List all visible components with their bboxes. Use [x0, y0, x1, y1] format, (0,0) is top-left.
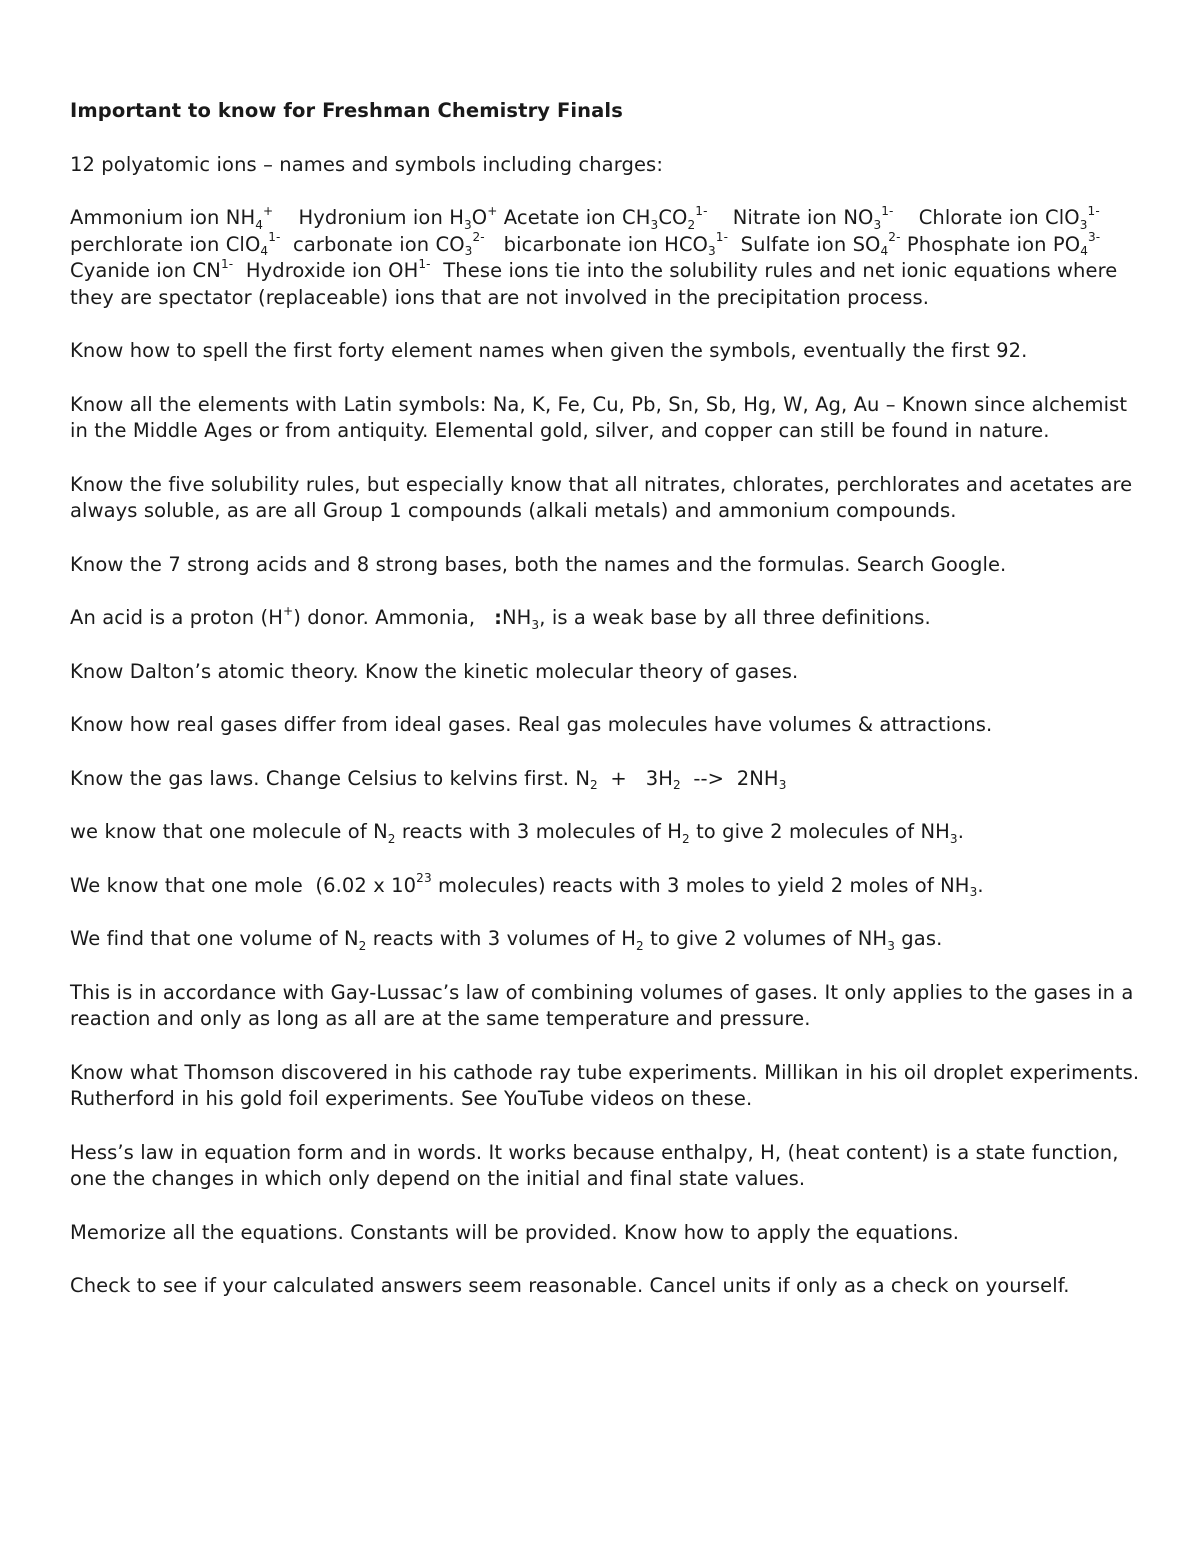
sulfate-label: Sulfate ion SO — [740, 232, 881, 256]
acid-nh: NH — [501, 606, 532, 629]
ammonium-label: Ammonium ion NH — [70, 206, 256, 229]
gaslaws-sub3: 3 — [778, 778, 787, 793]
hydronium-label: Hydronium ion H — [298, 206, 464, 229]
ammonium-charge: + — [263, 203, 274, 218]
acid-sub: 3 — [531, 617, 540, 632]
phosphate-sub: 4 — [1080, 244, 1089, 259]
gaslaws-sub1: 2 — [590, 778, 598, 793]
document-title: Important to know for Freshman Chemistry Finals — [70, 99, 623, 122]
mole-exp: 23 — [416, 871, 432, 886]
mole-a: We know that one mole (6.02 x 10 — [70, 873, 417, 897]
mole-paragraph — [70, 873, 1140, 900]
strong-acids-paragraph: Know the 7 strong acids and 8 strong bases, both the names and the formulas. Search Google. — [70, 552, 1007, 576]
perchlorate-sub: 4 — [260, 244, 269, 259]
molecule-c: to give 2 molecules of NH — [689, 820, 950, 843]
check-paragraph: Check to see if your calculated answers seem reasonable. Cancel units if only as a check on yourself. — [70, 1274, 1070, 1297]
chlorate-sub: 3 — [1079, 217, 1088, 232]
chlorate-charge: 1- — [1087, 203, 1100, 218]
cyanide-label: Cyanide ion CN — [70, 259, 221, 282]
hess-paragraph: Hess’s law in equation form and in words. It works because enthalpy, H, (heat content) is a state function, one the changes in which only depend on the initial and final state values. — [70, 1140, 1119, 1190]
volume-sub2: 2 — [636, 938, 644, 953]
ions-trailing-text: These ions tie into the solubility rules and net ionic equations where they are spectator (replaceable) ions that are not involved in the precipitation process. — [70, 259, 1118, 309]
cyanide-charge: 1- — [220, 256, 234, 271]
gaslaws-plus: + 3H — [597, 766, 674, 790]
latin-paragraph: Know all the elements with Latin symbols: Na, K, Fe, Cu, Pb, Sn, Sb, Hg, W, Ag, Au – Known since alchemist in the Middle Ages or from antiquity. Elemental gold, silver, and copper can still be found in nature. — [70, 392, 1128, 442]
acetate-label: Acetate ion CH — [503, 206, 651, 229]
molecule-paragraph — [70, 819, 1140, 846]
lone-pair-dots: : — [494, 606, 502, 629]
bicarbonate-sub: 3 — [708, 244, 716, 259]
hydroxide-charge: 1- — [418, 256, 431, 271]
dalton-paragraph: Know Dalton’s atomic theory. Know the kinetic molecular theory of gases. — [70, 659, 799, 683]
molecule-sub3: 3 — [949, 831, 958, 846]
document-page — [70, 98, 1140, 1327]
gas-laws-paragraph — [70, 766, 1140, 793]
acid-charge: + — [283, 603, 294, 618]
thomson-paragraph: Know what Thomson discovered in his cathode ray tube experiments. Millikan in his oil droplet experiments. Rutherford in his gold foil experiments. See YouTube videos on these. — [70, 1060, 1140, 1110]
chlorate-label: Chlorate ion ClO — [918, 206, 1080, 229]
volume-sub3: 3 — [887, 938, 895, 953]
hydronium-charge: + — [487, 203, 498, 218]
memorize-paragraph: Memorize all the equations. Constants will be provided. Know how to apply the equations. — [70, 1220, 960, 1244]
molecule-sub1: 2 — [387, 831, 396, 846]
nitrate-charge: 1- — [881, 203, 894, 218]
acetate-sub1: 3 — [650, 217, 659, 232]
ammonium-sub: 4 — [255, 217, 264, 232]
volume-a: We find that one volume of N — [70, 927, 359, 950]
acid-post: , is a weak base by all three definitions. — [539, 606, 931, 629]
phosphate-charge: 3- — [1088, 230, 1101, 245]
carbonate-sub: 3 — [464, 244, 473, 259]
nitrate-label: Nitrate ion NO — [732, 206, 874, 229]
bicarbonate-label: bicarbonate ion HCO — [503, 232, 708, 256]
perchlorate-charge: 1- — [268, 230, 281, 245]
acetate-charge: 1- — [695, 203, 708, 218]
perchlorate-label: perchlorate ion ClO — [70, 232, 261, 256]
acetate-sub2: 2 — [687, 217, 696, 232]
nitrate-sub: 3 — [873, 217, 882, 232]
acid-mid: ) donor. Ammonia, — [293, 606, 482, 629]
mole-sub: 3 — [969, 885, 978, 900]
gaslaws-arrow: --> 2NH — [680, 766, 779, 790]
carbonate-charge: 2- — [472, 230, 485, 245]
volume-b: reacts with 3 volumes of H — [366, 927, 637, 950]
sulfate-charge: 2- — [888, 230, 901, 245]
molecule-a: we know that one molecule of N — [70, 820, 388, 843]
volume-d: gas. — [895, 927, 943, 950]
gaslaws-sub2: 2 — [673, 778, 681, 793]
sulfate-sub: 4 — [880, 244, 889, 259]
real-gases-paragraph: Know how real gases differ from ideal gases. Real gas molecules have volumes & attractions. — [70, 713, 993, 736]
volume-c: to give 2 volumes of NH — [643, 927, 888, 950]
mole-c: . — [977, 873, 984, 897]
molecule-sub2: 2 — [681, 831, 690, 846]
spell-paragraph: Know how to spell the first forty element names when given the symbols, eventually the first 92. — [70, 339, 1028, 362]
acid-paragraph — [70, 605, 1140, 632]
ions-intro: 12 polyatomic ions – names and symbols including charges: — [70, 152, 663, 176]
gaslaws-pre: Know the gas laws. Change Celsius to kelvins first. N — [70, 766, 591, 790]
molecule-d: . — [957, 820, 965, 843]
ions-paragraph — [70, 205, 1140, 311]
gay-lussac-paragraph: This is in accordance with Gay-Lussac’s law of combining volumes of gases. It only applies to the gases in a reaction and only as long as all are at the same temperature and pressure. — [70, 980, 1134, 1030]
hydroxide-label: Hydroxide ion OH — [245, 259, 419, 282]
carbonate-label: carbonate ion CO — [293, 232, 465, 256]
hydronium-sub: 3 — [463, 217, 472, 232]
molecule-b: reacts with 3 molecules of H — [395, 820, 682, 843]
volume-paragraph — [70, 926, 1140, 953]
hydronium-o: O — [471, 206, 488, 229]
volume-sub1: 2 — [358, 938, 367, 953]
phosphate-label: Phosphate ion PO — [906, 232, 1081, 256]
solubility-paragraph: Know the five solubility rules, but especially know that all nitrates, chlorates, perchlorates and acetates are always soluble, as are all Group 1 compounds (alkali metals) and ammonium compounds. — [70, 472, 1133, 522]
acid-pre: An acid is a proton (H — [70, 606, 283, 629]
mole-b: molecules) reacts with 3 moles to yield 2 moles of NH — [431, 873, 970, 897]
acetate-co: CO — [658, 206, 688, 229]
bicarbonate-charge: 1- — [715, 230, 729, 245]
